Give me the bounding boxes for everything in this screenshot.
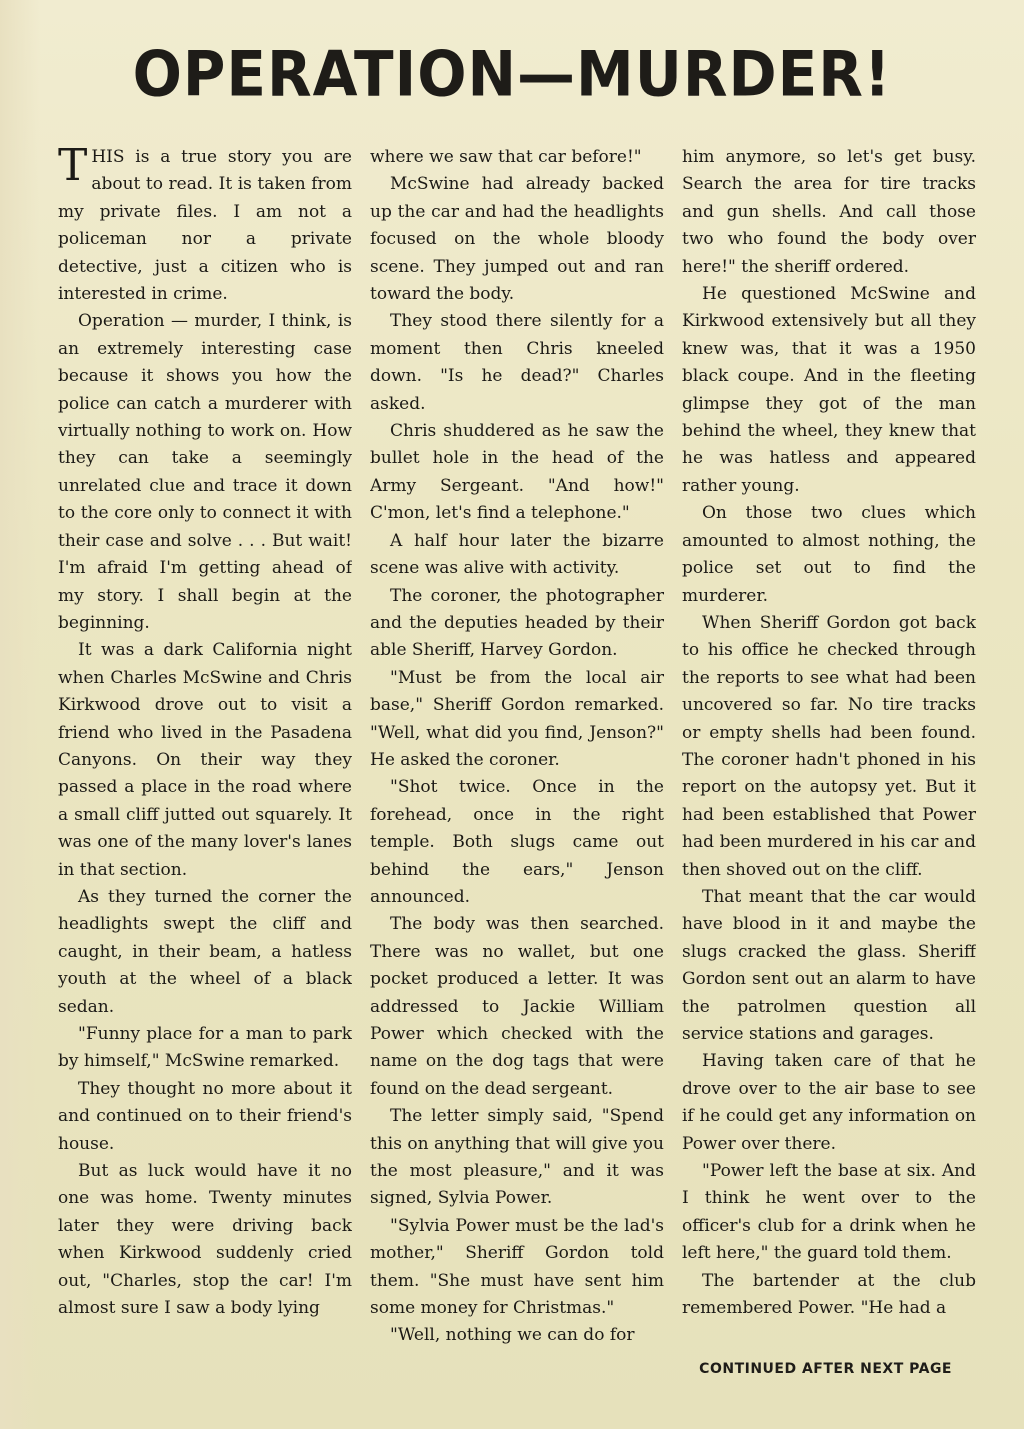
paragraph-text: The coroner, the photographer and the deputies headed by their able Sheriff, Harvey Gordon. bbox=[370, 585, 664, 661]
paragraph-text: him anymore, so let's get busy. Search the area for tire tracks and gun shells. And call those two who found the body over here!" the sheriff ordered. bbox=[682, 147, 976, 277]
story-paragraph bbox=[370, 583, 664, 665]
paragraph-text: The letter simply said, "Spend this on anything that will give you the most pleasure," and it was signed, Sylvia Power. bbox=[370, 1106, 664, 1209]
continued-notice: CONTINUED AFTER NEXT PAGE bbox=[699, 1361, 952, 1377]
paragraph-text: where we saw that car before!" bbox=[370, 147, 642, 167]
story-paragraph bbox=[370, 528, 664, 583]
story-paragraph bbox=[682, 144, 976, 281]
page-edge-shadow bbox=[0, 0, 40, 1429]
paragraph-text: "Sylvia Power must be the lad's mother," Sheriff Gordon told them. "She must have sent him some money for Christmas." bbox=[370, 1215, 664, 1319]
story-paragraph bbox=[370, 665, 664, 775]
story-paragraph bbox=[370, 171, 664, 308]
story-paragraph bbox=[370, 418, 664, 528]
story-title: OPERATION—MURDER! bbox=[132, 37, 892, 111]
story-paragraph bbox=[682, 610, 976, 884]
drop-cap: T bbox=[58, 144, 88, 191]
story-paragraph bbox=[682, 281, 976, 500]
column-1 bbox=[58, 144, 352, 1380]
story-paragraph bbox=[370, 1213, 664, 1323]
paragraph-text: The bartender at the club remembered Power. "He had a bbox=[682, 1270, 976, 1319]
paragraph-text: But as luck would have it no one was home. Twenty minutes later they were driving back when Kirkwood suddenly cried out, "Charles, stop the car! I'm almost sure I saw a body lying bbox=[58, 1161, 352, 1319]
paragraph-text: "Well, nothing we can do for bbox=[390, 1325, 635, 1346]
paragraph-text: They thought no more about it and continued on to their friend's house. bbox=[58, 1078, 352, 1154]
story-paragraph bbox=[370, 911, 664, 1103]
story-paragraph bbox=[370, 144, 664, 171]
story-paragraph bbox=[682, 884, 976, 1048]
paragraph-text: "Must be from the local air base," Sheriff Gordon remarked. "Well, what did you find, Jenson?" He asked the coroner. bbox=[370, 667, 664, 770]
paragraph-text: When Sheriff Gordon got back to his office he checked through the reports to see what had been uncovered so far. No tire tracks or empty shells had been found. The coroner hadn't phoned in his report on the autopsy yet. But it had been established that Power had been murdered in his car and then shoved out on the cliff. bbox=[682, 612, 976, 880]
paragraph-text: "Funny place for a man to park by himself," McSwine remarked. bbox=[58, 1024, 352, 1072]
paragraph-text: McSwine had already backed up the car and had the headlights focused on the whole bloody scene. They jumped out and ran toward the body. bbox=[370, 174, 664, 305]
column-2 bbox=[370, 144, 664, 1380]
paragraph-text: On those two clues which amounted to almost nothing, the police set out to find the murderer. bbox=[682, 503, 976, 606]
story-paragraph bbox=[58, 1158, 352, 1322]
story-paragraph bbox=[682, 1268, 976, 1323]
story-paragraph bbox=[58, 144, 352, 308]
paragraph-text: Having taken care of that he drove over to the air base to see if he could get any information on Power over there. bbox=[682, 1051, 976, 1154]
story-paragraph bbox=[370, 774, 664, 911]
paragraph-text: Chris shuddered as he saw the bullet hole in the head of the Army Sergeant. "And how!" C'mon, let's find a telephone." bbox=[370, 421, 664, 524]
paragraph-text: "Shot twice. Once in the forehead, once in the right temple. Both slugs came out behind the ears," Jenson announced. bbox=[370, 777, 664, 907]
paragraph-text: As they turned the corner the headlights swept the cliff and caught, in their beam, a hatless youth at the wheel of a black sedan. bbox=[58, 886, 352, 1017]
story-columns bbox=[58, 144, 976, 1380]
paragraph-text: They stood there silently for a moment then Chris kneeled down. "Is he dead?" Charles asked. bbox=[370, 311, 664, 414]
story-paragraph bbox=[58, 884, 352, 1021]
paragraph-text: That meant that the car would have blood in it and maybe the slugs cracked the glass. Sheriff Gordon sent out an alarm to have the patrolmen question all service stations and garages. bbox=[682, 886, 976, 1044]
paragraph-text: HIS is a true story you are about to read. It is taken from my private files. I am not a policeman nor a private detective, just a citizen who is interested in crime. bbox=[58, 147, 352, 305]
column-3 bbox=[682, 144, 976, 1380]
story-paragraph bbox=[58, 1021, 352, 1076]
paragraph-text: He questioned McSwine and Kirkwood extensively but all they knew was, that it was a 1950 black coupe. And in the fleeting glimpse they got of the man behind the wheel, they knew that he was hatless and appeared rather young. bbox=[682, 284, 976, 496]
story-paragraph bbox=[58, 308, 352, 637]
paragraph-text: "Power left the base at six. And I think he went over to the officer's club for a drink when he left here," the guard told them. bbox=[682, 1161, 976, 1264]
story-paragraph bbox=[370, 1103, 664, 1213]
story-paragraph bbox=[682, 1048, 976, 1158]
story-paragraph bbox=[58, 1076, 352, 1158]
story-paragraph bbox=[682, 500, 976, 610]
story-paragraph bbox=[370, 1322, 664, 1349]
story-paragraph bbox=[58, 637, 352, 884]
paragraph-text: A half hour later the bizarre scene was alive with activity. bbox=[370, 530, 664, 579]
paragraph-text: Operation — murder, I think, is an extremely interesting case because it shows you how the police can catch a murderer with virtually nothing to work on. How they can take a seemingly unrelated clue and trace it down to the core only to connect it with their case and solve . . . But wait! I'm afraid I'm getting ahead of my story. I shall begin at the beginning. bbox=[58, 311, 352, 633]
paragraph-text: The body was then searched. There was no wallet, but one pocket produced a letter. It was addressed to Jackie William Power which checked with the name on the dog tags that were found on the dead sergeant. bbox=[370, 914, 664, 1099]
paragraph-text: It was a dark California night when Charles McSwine and Chris Kirkwood drove out to visit a friend who lived in the Pasadena Canyons. On their way they passed a place in the road where a small cliff jutted out squarely. It was one of the many lover's lanes in that section. bbox=[58, 640, 352, 880]
story-paragraph bbox=[682, 1158, 976, 1268]
story-paragraph bbox=[370, 308, 664, 418]
